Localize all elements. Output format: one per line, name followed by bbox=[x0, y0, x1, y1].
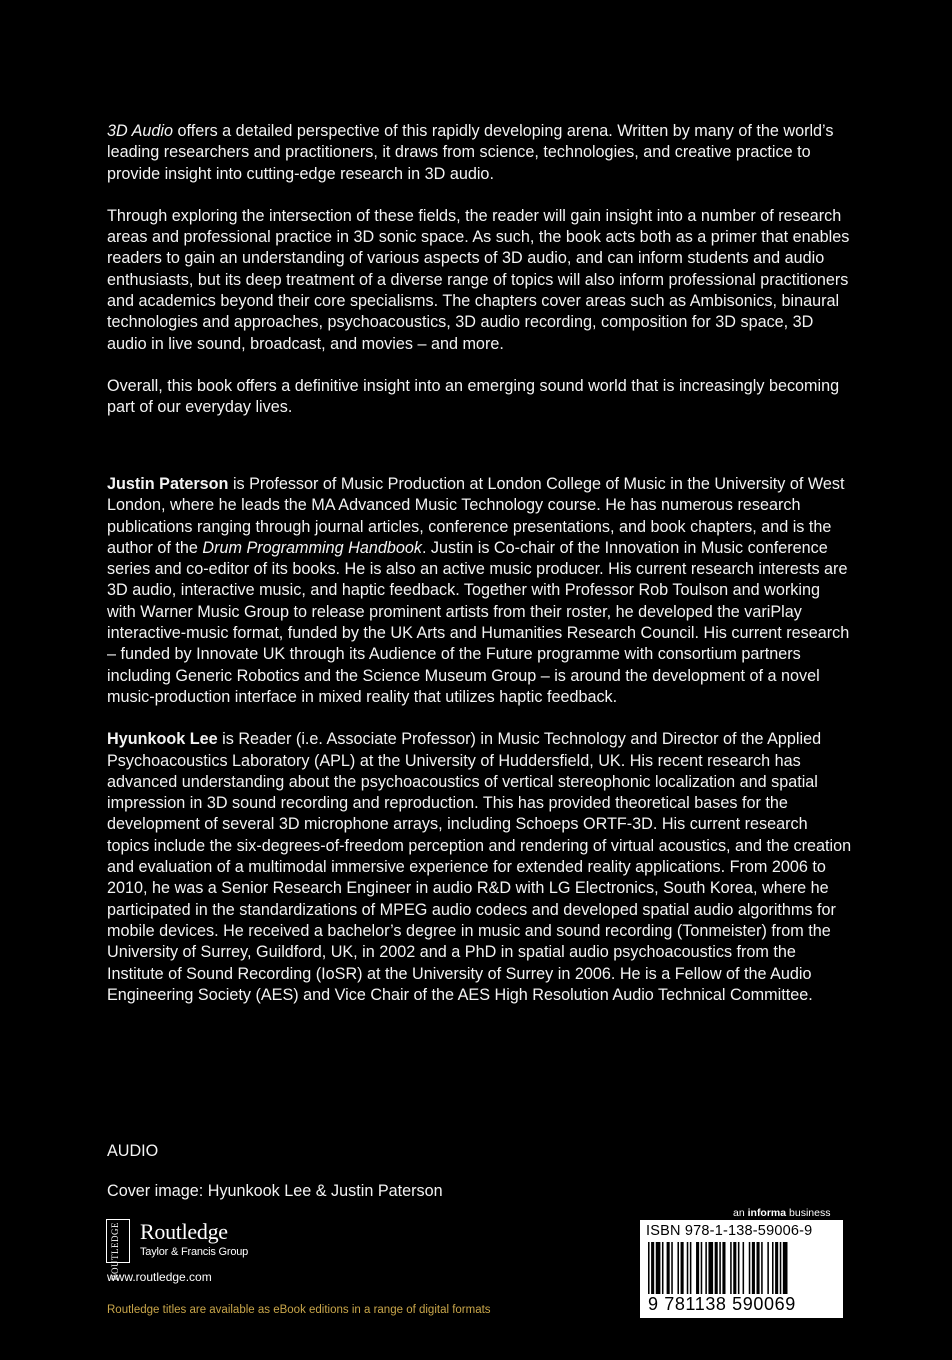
ebook-formats-note: Routledge titles are available as eBook editions in a range of digital formats bbox=[107, 1304, 491, 1316]
publisher-url[interactable]: www.routledge.com bbox=[107, 1270, 212, 1284]
author-name-lee: Hyunkook Lee bbox=[107, 730, 218, 749]
author-name-paterson: Justin Paterson bbox=[107, 475, 229, 493]
book-title: 3D Audio bbox=[107, 122, 173, 140]
bio-lee-text: is Reader (i.e. Associate Professor) in Music Technology and Director of the Applied Psychoacoustics Laboratory (APL) at the University of Huddersfield, UK. His recent research has advanced understanding about the psychoacoustics of vertical stereophonic localization and spatial impression in 3D sound recording and reproduction. This has provided theoretical bases for the development of several 3D microphone arrays, including Schoeps ORTF-3D. His current research topics include the six-degrees-of-freedom perception and rendering of virtual acoustics, and the creation and evaluation of a multimodal immersive experience for extended reality applications. From 2006 to 2010, he was a Senior Research Engineer in audio R&D with LG Electronics, South Korea, where he participated in the standardizations of MPEG audio codecs and developed spatial audio algorithms for mobile devices. He received a bachelor’s degree in music and sound recording (Tonmeister) from the University of Surrey, Guildford, UK, in 2002 and a PhD in spatial audio psychoacoustics from the Institute of Sound Recording (IoSR) at the University of Surrey in 2006. He is a Fellow of the Audio Engineering Society (AES) and Vice Chair of the AES High Resolution Audio Technical Committee. bbox=[107, 730, 852, 1004]
bio-paterson bbox=[107, 474, 852, 708]
isbn-label: ISBN 978-1-138-59006-9 bbox=[646, 1223, 813, 1239]
bio-lee bbox=[107, 729, 852, 1006]
blurb-paragraph-2: Through exploring the intersection of these fields, the reader will gain insight into a number of research areas and professional practice in 3D sonic space. As such, the book acts both as a primer that enables readers to gain an understanding of various aspects of 3D audio, and can inform students and audio enthusiasts, but its deep treatment of a diverse range of topics will also inform professional practitioners and academics beyond their core specialisms. The chapters cover areas such as Ambisonics, binaural technologies and approaches, psychoacoustics, 3D audio recording, composition for 3D space, 3D audio in live sound, broadcast, and movies – and more. bbox=[107, 206, 850, 353]
publisher-logo bbox=[106, 1217, 306, 1281]
informa-business-tag bbox=[733, 1207, 830, 1219]
blurb-paragraph-1-text: offers a detailed perspective of this rapidly developing arena. Written by many of the world’s leading researchers and practitioners, it draws from science, technologies, and creative practice to provide insight into cutting-edge research in 3D audio. bbox=[107, 122, 834, 183]
drum-handbook-title: Drum Programming Handbook bbox=[202, 538, 422, 557]
author-bios bbox=[107, 474, 852, 1027]
bio-paterson-text-b: . Justin is Co-chair of the Innovation in Music conference series and co-editor of its books. He is also an active music producer. His current research interests are 3D audio, interactive music, and haptic feedback. Together with Professor Rob Toulson and working with Warner Music Group to release prominent artists from their roster, he developed the variPlay interactive-music format, funded by the UK Arts and Humanities Research Council. His current research – funded by Innovate UK through its Audience of the Future programme with consortium partners including Generic Robotics and the Science Museum Group – is around the development of a novel music-production interface in mixed reality that utilizes haptic feedback. bbox=[107, 538, 850, 706]
cover-credit: Cover image: Hyunkook Lee & Justin Paterson bbox=[107, 1182, 443, 1200]
informa-brand: informa bbox=[747, 1207, 787, 1219]
back-cover-blurb bbox=[107, 121, 852, 440]
barcode-digits: 9 781138 590069 bbox=[648, 1294, 796, 1314]
blurb-paragraph-3: Overall, this book offers a definitive insight into an emerging sound world that is increasingly becoming part of our everyday lives. bbox=[107, 376, 840, 417]
bio-paterson-text-a: is Professor of Music Production at London College of Music in the University of West London, where he leads the MA Advanced Music Technology course. He has numerous research publications ranging through journal articles, conference presentations, and book chapters, and is the author of the bbox=[107, 475, 845, 557]
informa-prefix: an bbox=[733, 1207, 748, 1219]
blurb-paragraph-1 bbox=[107, 121, 852, 185]
subject-category: AUDIO bbox=[107, 1142, 159, 1160]
isbn-barcode bbox=[640, 1220, 843, 1318]
publisher-name: Routledge bbox=[140, 1219, 228, 1244]
logo-mark-text: ROUTLEDGE bbox=[110, 1222, 120, 1281]
routledge-logo-mark-icon bbox=[106, 1219, 130, 1281]
informa-suffix: business bbox=[786, 1207, 831, 1219]
publisher-group: Taylor & Francis Group bbox=[140, 1246, 249, 1258]
